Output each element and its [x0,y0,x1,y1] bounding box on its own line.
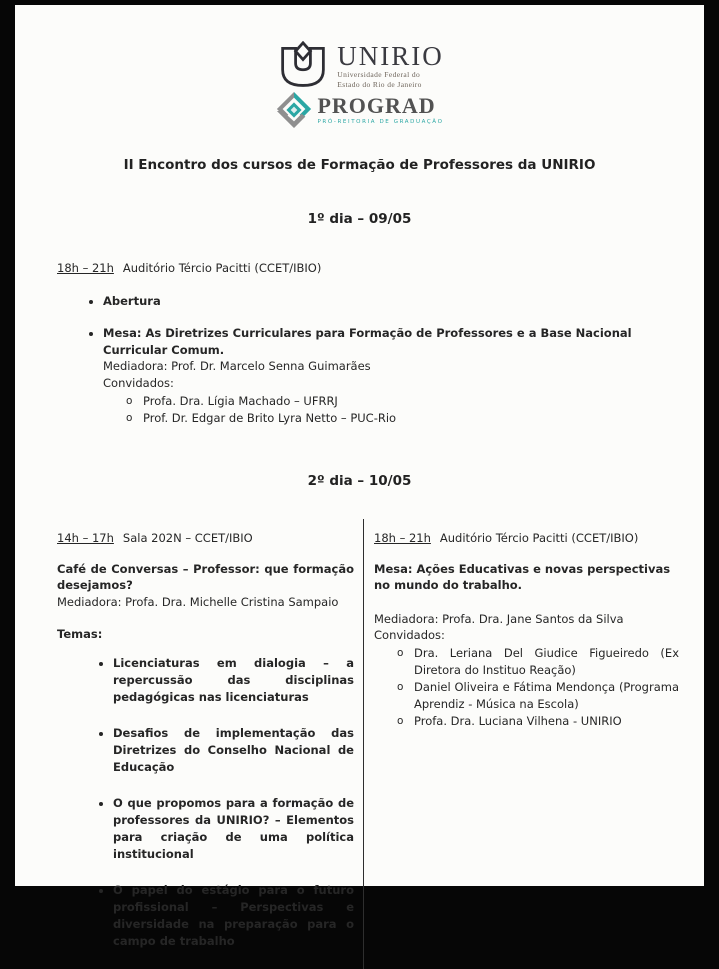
prograd-text-block [317,95,443,125]
day1-session-location: Auditório Tércio Pacitti (CCET/IBIO) [122,261,322,275]
list-item [103,293,674,309]
day2-right-title: Mesa: Ações Educativas e novas perspectivas no mundo do trabalho. [374,561,671,592]
day2-left-session-location: Sala 202N – CCET/IBIO [122,530,253,545]
prograd-wordmark: PROGRAD [317,93,436,118]
prograd-subtitle: PRÓ-REITORIA DE GRADUAÇÃO [317,119,444,125]
day2-left-column [57,519,363,969]
prograd-logo [275,91,443,129]
unirio-logo [275,41,444,91]
day2-columns [57,519,679,969]
unirio-subtitle-line2: Estado do Rio de Janeiro [337,79,422,89]
mediator-line: Mediadora: Profa. Dra. Jane Santos da Silva [374,611,624,626]
list-item [103,325,674,427]
day1-session-time: 18h – 21h [57,261,114,275]
day1-heading: 1º dia – 09/05 [307,211,412,227]
theme-item: • O que propomos para a formação de professores da UNIRIO? – Elementos para criação de uma política institucional [113,795,354,863]
program-item-title: Abertura [103,294,161,308]
day2-heading: 2º dia – 10/05 [307,473,412,489]
page-title: II Encontro dos cursos de Formação de Professores da UNIRIO [123,157,596,173]
guest-item: o Dra. Leriana Del Giudice Figueiredo (Ex Diretora do Instituo Reação) [414,645,679,679]
day2-right-session-line [374,531,679,545]
mediator-line: Mediadora: Prof. Dr. Marcelo Senna Guimarães [103,359,371,373]
program-item-title: • Mesa: As Diretrizes Curriculares para Formação de Professores e a Base Nacional Curricular Comum. [103,326,632,357]
day2-right-session-time: 18h – 21h [374,530,431,545]
unirio-subtitle-line1: Universidade Federal do [337,70,421,80]
guest-item: o Daniel Oliveira e Fátima Mendonça (Programa Aprendiz - Música na Escola) [414,679,679,713]
prograd-diamond-icon [275,91,313,129]
header-logos [15,41,704,129]
theme-item: • O papel do estágio para o futuro profissional – Perspectivas e diversidade na preparação para o campo de trabalho [113,882,354,950]
day1-session-line [57,261,704,275]
day1-guest-list [103,393,674,427]
day2-left-session-line [57,531,354,545]
unirio-text-block [337,43,444,89]
guests-label: Convidados: [103,376,174,390]
day2-right-column [363,519,679,969]
document-page [15,5,704,948]
unirio-wordmark: UNIRIO [337,41,444,72]
guest-item: o Profa. Dra. Luciana Vilhena - UNIRIO [414,713,679,730]
guests-label: Convidados: [374,628,445,642]
themes-list [57,655,354,950]
guest-item: o Profa. Dra. Lígia Machado – UFRRJ [143,393,674,410]
theme-item: • Desafios de implementação das Diretrizes do Conselho Nacional de Educação [113,725,354,776]
day2-left-session-time: 14h – 17h [57,530,114,545]
day2-left-title: Café de Conversas – Professor: que formação desejamos? [57,561,354,592]
themes-label: Temas: [57,627,103,641]
unirio-emblem-icon [275,41,331,91]
day1-program-list [15,293,674,427]
day2-guest-list [374,645,679,730]
day2-right-session-location: Auditório Tércio Pacitti (CCET/IBIO) [439,530,639,545]
theme-item: • Licenciaturas em dialogia – a repercussão das disciplinas pedagógicas nas licenciaturas [113,655,354,706]
guest-item: o Prof. Dr. Edgar de Brito Lyra Netto – PUC-Rio [143,410,674,427]
mediator-line: Mediadora: Profa. Dra. Michelle Cristina Sampaio [57,594,339,609]
